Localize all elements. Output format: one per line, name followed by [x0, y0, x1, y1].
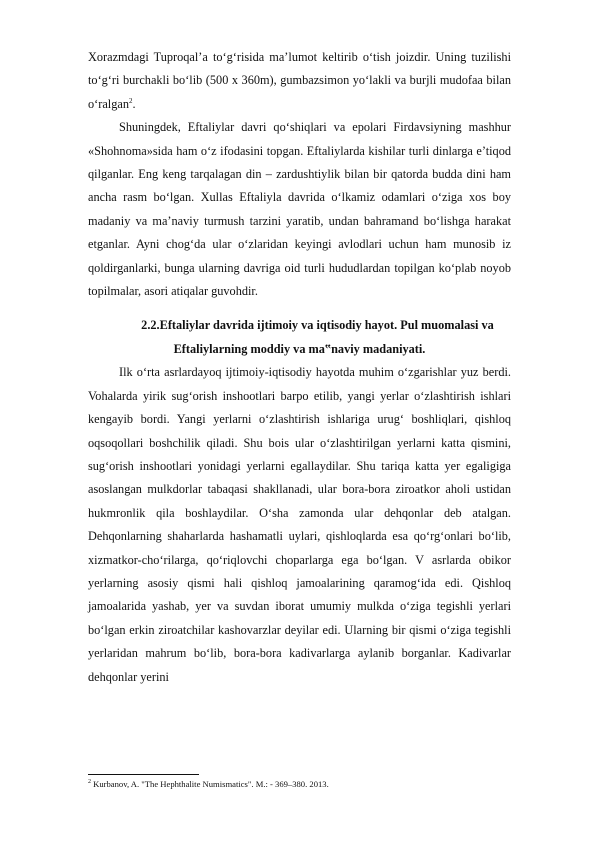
section-heading-line-1: 2.2.Eftaliylar davrida ijtimoiy va iqtisodiy hayot. Pul muomalasi va — [141, 318, 494, 333]
footnote-number: 2 — [88, 779, 91, 786]
section-heading — [88, 314, 511, 361]
paragraph-tuproqala — [88, 46, 511, 116]
paragraph-eftaliylar-culture: Shuningdek, Eftaliylar davri qo‘shiqlari va epolari Firdavsiyning mashhur «Shohnoma»sida ham o‘z ifodasini topgan. Eftaliylarda kishilar turli dinlarga e’tiqod qilganlar. Eng keng tarqalagan din – zardushtiylik bilan bir qatorda budda dini ham ancha rasm bo‘lgan. Xullas Eftaliyla davrida o‘lkamiz odamlari o‘ziga xos boy madaniy va ma’naviy turmush tarzini yaratib, undan bahramand bo‘lishga harakat etganlar. Ayni chog‘da ular o‘zlaridan keyingi avlodlari uchun ham munosib iz qoldirganlarki, bunga ularning davriga oid turli hududlardan topilgan ko‘plab noyob topilmalar, asori atiqalar guvohdir. — [88, 120, 511, 299]
footnote-reference: 2 — [128, 96, 133, 105]
footnote-separator — [88, 774, 199, 775]
section-heading-line-2: Eftaliylarning moddiy va ma‟naviy madaniyati. — [173, 341, 426, 356]
paragraph-tuproqala-text: Xorazmdagi Tuproqal’a to‘g‘risida ma’lumot keltirib o‘tish joizdir. Uning tuzilishi to‘g‘ri burchakli bo‘lib (500 x 360m), gumbazsimon yo‘lakli va burjli mudofaa bilan o‘ralgan — [88, 50, 511, 111]
footnote-text: Kurbanov, A. "The Hephthalite Numismatics". M.: - 369–380. 2013. — [91, 779, 329, 789]
paragraph-tuproqala-end: . — [132, 96, 136, 111]
paragraph-socio-economic: Ilk o‘rta asrlardayoq ijtimoiy-iqtisodiy hayotda muhim o‘zgarishlar yuz berdi. Vohalarda yirik sug‘orish inshootlari barpo etilib, yangi yerlar o‘zlashtirish ishlari kengayib bordi. Yangi yerlarni o‘zlashtirish ishlariga urug‘ boshliqlari, qishloq oqsoqollari boshchilik qiladi. Shu bois ular o‘zlashtirilgan yerlarni katta qismini, sug‘orish inshootlari yonidagi yerlarni egallaydilar. Shu tariqa katta yer egaligiga asoslangan mulkdorlar tabaqasi shakllanadi, ular bora-bora ziroatkor aholi ustidan hukmronlik qila boshlaydilar. O‘sha zamonda ular dehqonlar deb atalgan. Dehqonlarning shaharlarda hashamatli uylari, qishloqlarda esa qo‘rg‘onlari bo‘lib, xizmatkor-cho‘rilarga, qo‘riqlovchi choparlarga ega bo‘lgan. V asrlarda obikor yerlarning asosiy qismi hali qishloq jamoalarining qaramog‘ida edi. Qishloq jamoalarida yashab, yer va suvdan iborat umumiy mulkda o‘ziga tegishli yerlari bo‘lgan erkin ziroatchilar kashovarzlar deyilar edi. Ularning bir qismi o‘ziga tegishli yerlaridan mahrum bo‘lib, bora-bora kadivarlarga aylanib borganlar. Kadivarlar dehqonlar yerini — [88, 365, 511, 684]
document-body — [88, 46, 511, 689]
footnote — [88, 778, 511, 790]
